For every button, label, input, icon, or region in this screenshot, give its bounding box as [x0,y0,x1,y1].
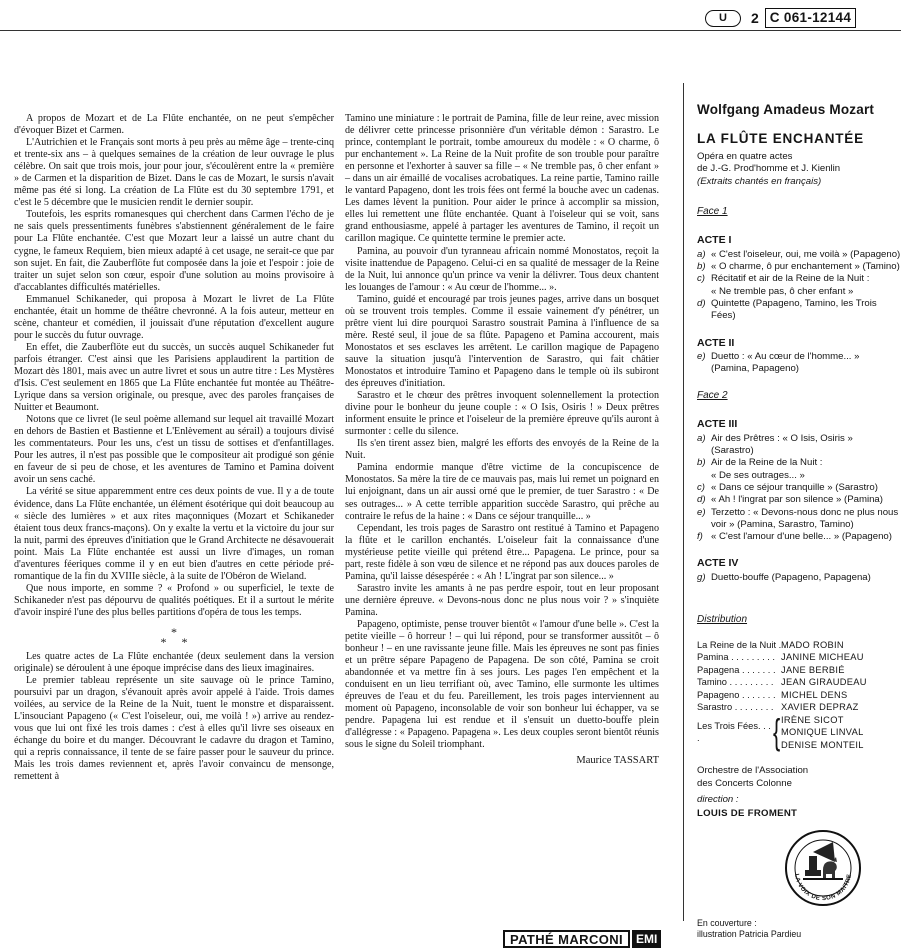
hmv-caption: LA VOIX DE SON MAITRE [793,873,853,903]
paragraph: Sarastro invite les amants à ne pas perdre espoir, tout en leur proposant une dernière épreuve. « Devons-nous donc ne plus nous voir ? » s'inquiète Pamina. [345,582,659,618]
cast-role: Papageno . . . . . . . [697,689,776,700]
track-title: « Dans ce séjour tranquille » (Sarastro) [711,481,878,493]
track-item [697,261,900,273]
track-letter [697,470,711,482]
cast-role: Papagena . . . . . . . [697,664,776,675]
track-item [697,433,897,445]
orchestra-line: Orchestre de l'Association [697,765,809,777]
track-letter [697,363,711,375]
side-number: 2 [751,10,759,26]
track-item [697,507,897,519]
track-letter [697,310,711,322]
cast-singer: MONIQUE LINVAL [781,727,864,738]
track-letter: d) [697,494,706,506]
track-title: « Ah ! l'ingrat par son silence » (Pamina) [711,494,883,506]
trois-fees-singers [781,714,864,752]
paragraph: Que nous importe, en somme ? « Profond » ou superficiel, le texte de Schikaneder n'est pas dépourvu de qualités poétiques. Et il a surtout le mérite d'avoir inspiré l'une des plus belles partitions d'opéra de tous les temps. [14,582,334,618]
column-divider [683,83,684,921]
cover-credit [697,918,801,939]
direction-label: direction : [697,793,739,805]
acte-heading: ACTE IV [697,557,739,570]
paragraph: En effet, die Zauberflöte eut du succès, un succès auquel Schikaneder fut parfois étranger. C'est ainsi que les Parisiens applaudirent la partition de Mozart dès 1801, mais avec un autre livret et sous un autre titre : Les Mystères d'Isis. C'est seulement en 1865 que La Flûte enchantée fut montée au Théâtre-Lyrique dans sa version originale, ou presque, avec des paroles françaises de Nuitter et Beaumont. [14,341,334,414]
paragraph: Toutefois, les esprits romanesques qui cherchent dans Carmen l'écho de je ne sais quels pressentiments funèbres s'abstiennent généralement de le faire pour La Flûte enchantée. C'est que Mozart leur a laissé un autre chant du cygne, le fameux Requiem, bien mieux adapté à cet usage, ne serait-ce que par son sujet. En fait, die Zauberflöte fut composée dans la joie et l'espoir : joie de traiter un sujet selon son cœur, espoir d'une solution au moins provisoire à d'accablantes difficultés matérielles. [14,209,334,293]
orchestra-credit [697,765,897,820]
cover-credit-line: illustration Patricia Pardieu [697,928,802,939]
author-signature: Maurice TASSART [576,755,659,767]
cast-role: Sarastro . . . . . . . . [697,702,774,713]
trois-fees-cast [697,711,897,753]
catalog-header [705,8,856,28]
track-item [697,273,897,285]
acte-heading: ACTE I [697,234,732,247]
track-item [697,531,897,543]
cast-singer: IRÈNE SICOT [781,714,844,725]
track-title: « C'est l'amour d'une belle... » (Papageno) [711,531,892,543]
track-letter: f) [697,531,703,543]
cast-singer: DENISE MONTEIL [781,739,864,750]
pathe-marconi-wordmark: PATHÉ MARCONI [503,930,630,948]
work-title: LA FLÛTE ENCHANTÉE [697,130,864,146]
paragraph: Pamina endormie manque d'être victime de la concupiscence de Monostatos. Sa mère la tire de ce mauvais pas, mais lui remet un poignard en lui enjoignant, dans un air aussi orné que le premier, de tuer Sarastro : « De ses outrages... » A cette terrible apparition succède Sarastro, qui prêche au contraire le refus de la haine : « Dans ce séjour tranquille... » [345,462,659,522]
paragraph: Notons que ce livret (le seul poème allemand sur lequel ait travaillé Mozart en dehors de Bastien et Bastienne et L'Enlèvement au sérail) a toujours divisé les commentateurs. Pour les uns, c'est un tissu de sottises et d'enfantillages. Pour les autres, il n'est pas possible que le compositeur ait prodigué son génie en faveur de si peu de chose, et les aventures de Tamino et Pamina doivent avoir un sens caché. [14,414,334,486]
track-item [697,482,897,494]
track-title: Duetto-bouffe (Papageno, Papagena) [711,571,871,583]
paragraph: A propos de Mozart et de La Flûte enchantée, on ne peut s'empêcher d'évoquer Bizet et Carmen. [14,113,334,137]
composer-name: Wolfgang Amadeus Mozart [697,102,875,117]
his-masters-voice-logo [783,828,863,908]
track-title: Duetto : « Au cœur de l'homme... » [711,351,860,363]
paragraph: Tamino une miniature : le portrait de Pamina, fille de leur reine, avec mission de délivrer cette princesse prisonnière d'un véritable démon : Sarastro. Le prince, contemplant le portrait, tombe amoureux du modèle : « O charme, ô pur enchantement ». La Reine de la Nuit profite de son trouble pour paraître en personne et l'exhorter à sauver sa fille – « Ne tremble pas, ô cher enfant » – dans un air émaillé de vocalises acrobatiques. La reine partie, Tamino raille le vantard Papageno, dont les trois fées ont fermé la bouche avec un cadenas. Les dames lèvent la punition. Pour aider le prince à accomplir sa mission, elles lui remettent une flûte enchantée. Quant à l'oiseleur qui se voit, sans grand enthousiasme, appelé à partager les aventures de Tamino, il reçoit un carillon magique. Ce quintette termine le premier acte. [345,113,659,245]
track-title: voir » (Pamina, Sarastro, Tamino) [711,518,854,530]
tracklist-column [697,102,901,820]
track-letter: d) [697,298,706,310]
track-item [697,445,897,457]
track-letter: b) [697,261,706,273]
track-title: Air de la Reine de la Nuit : [711,457,823,469]
track-item [697,298,897,310]
cast-singer: MADO ROBIN [781,639,844,650]
track-title: (Sarastro) [711,445,754,457]
paragraph: Ils s'en tirent assez bien, malgré les efforts des envoyés de la Reine de la Nuit. [345,438,659,462]
track-letter [697,445,711,457]
cast-role: Pamina . . . . . . . . . [697,652,776,663]
subtitle-line: Opéra en quatre actes [697,151,793,162]
distribution-heading: Distribution [697,614,748,626]
cast-role: Tamino . . . . . . . . . [697,677,774,688]
cast-row [697,639,897,652]
track-title: « C'est l'oiseleur, oui, me voilà » (Papageno) [711,248,901,260]
emi-wordmark: EMI [632,930,661,948]
acte-2-block [697,337,897,376]
liner-notes-middle-column [345,113,659,768]
track-letter: c) [697,273,705,285]
track-letter: g) [697,571,706,583]
header-rule [0,30,901,31]
track-letter: b) [697,457,706,469]
liner-notes-left-column [14,113,334,783]
track-letter: a) [697,432,706,444]
face-1-heading: Face 1 [697,205,728,217]
section-separator-stars: * * * [160,624,188,649]
track-letter [697,519,711,531]
paragraph: L'Autrichien et le Français sont morts à peu près au même âge – trente-cinq et trente-six ans – à quelques semaines de la création de leur ouvrage le plus célèbre. On sait que trois mois, jour pour jour, s'écoulèrent entre la « première » de Carmen et la disparition de Bizet. Dans le cas de Mozart, le sursis n'avait même pas été si long. La création de La Flûte est du 30 septembre 1791, et c'est le 5 décembre que le musicien rendit le dernier soupir. [14,137,334,209]
paragraph: Cependant, les trois pages de Sarastro ont restitué à Tamino et Papageno la flûte et le carillon enchantés. L'oiseleur fait la connaissance d'une mystérieuse petite vieille qui prétend être... Papagena. Le prince, pour sa part, reste fidèle à son vœu de silence et ne répond pas aux douces paroles de Pamina, qu'il laisse désespérée : « Ah ! L'ingrat par son silence... » [345,522,659,582]
face-2-heading: Face 2 [697,389,728,401]
paragraph: La vérité se situe apparemment entre ces deux points de vue. Il y a de toute évidence, dans La Flûte enchantée, un élément ésotérique qui doit beaucoup au « siècle des lumières » et aux rites maçonniques (Mozart et Schikaneder étaient tous deux francs-maçons). On y exalte la vertu et la victoire du jour sur la nuit, parmi des épreuves d'initiation que le Grand Architecte ne désavouerait point. Mais La Flûte enchantée est aussi un livre d'images, un roman d'aventures féeriques comme il y en eut bien d'autres en cette période pré-romantique de la fin du XVIIIe siècle, à la suite de l'Obéron de Wieland. [14,486,334,582]
subtitle-line: de J.-G. Prod'homme et J. Kienlin [697,163,841,175]
track-title: Terzetto : « Devons-nous donc ne plus nous [711,506,899,518]
track-title: Air des Prêtres : « O Isis, Osiris » [711,432,853,444]
acte-1-block [697,234,901,322]
acte-heading: ACTE II [697,336,735,349]
track-item [697,248,901,261]
catalog-number: C 061-12144 [765,8,856,28]
cast-singer: MICHEL DENS [781,689,848,700]
track-title: « O charme, ô pur enchantement » (Tamino) [711,261,900,273]
track-title: Quintette (Papageno, Tamino, les Trois [711,298,877,310]
subtitle-line: (Extraits chantés en français) [697,175,822,187]
paragraph: Le premier tableau représente un site sauvage où le prince Tamino, poursuivi par un dragon, s'évanouit après avoir appelé à l'aide. Trois dames voilées, au service de la Reine de la Nuit, tuent le monstre et disparaissent. L'insouciant Papageno (« C'est l'oiseleur, oui, me voilà ! ») arrive au rendez-vous que lui ont fixé les trois dames : c'est à elles qu'il livre ses oiseaux en échange du boire et du manger. Découvrant le cadavre du dragon et Tamino, qui a repris connaissance, il tente de se faire passer pour le sauveur du prince. Mais les trois dames reviennent et, après l'avoir convaincu de mensonge, remettent à [14,675,334,783]
paragraph: Pamina, au pouvoir d'un tyranneau africain nommé Monostatos, reçoit la visite inattendue de Papageno. Celui-ci en sa qualité de messager de la Reine de la Nuit, lui annonce qu'un prince va venir la délivrer. Tous deux chantent les louanges de l'amour : « Au cœur de l'homme... ». [345,245,659,293]
track-letter: e) [697,506,706,518]
paragraph: Tamino, guidé et encouragé par trois jeunes pages, arrive dans un bosquet où se trouvent trois temples. Comme il essaie vainement d'y pénétrer, un prêtre vient lui dire pourquoi Sarastro soustrait Pamina à l'influence de sa mère. Resté seul, il joue de sa flûte. Papageno et Pamina accourent, mais Monostatos et ses esclaves les arrêtent. Le carillon magique de Papageno sauve la situation jusqu'à l'intervention de Sarastro, qui fait châtier Monostatos et introduire Tamino et Papageno dans le temple où ils subiront des épreuves d'initiation. [345,293,659,390]
paragraph: Les quatre actes de La Flûte enchantée (deux seulement dans la version originale) se déroulent à une époque imprécise dans des lieux imaginaires. [14,650,334,675]
cast-row [697,664,897,677]
track-item [697,351,897,363]
brace-glyph: { [773,711,781,753]
track-letter: e) [697,351,706,363]
acte-4-block [697,557,897,584]
track-title: Récitatif et air de la Reine de la Nuit : [711,273,870,285]
cast-role: La Reine de la Nuit . . [697,639,787,650]
acte-heading: ACTE III [697,418,738,431]
track-item [697,363,897,375]
cast-row [697,689,897,702]
cast-singer: JANE BERBIÉ [781,664,845,675]
track-item [697,310,897,322]
track-title: Fées) [711,310,736,322]
track-item [697,519,897,531]
paragraph: Sarastro et le chœur des prêtres invoquent solennellement la protection divine pour le bonheur du jeune couple : « O Isis, Osiris ! » Deux prêtres informent ensuite le prince et l'oiseleur de la première épreuve qu'ils auront à surmonter : celle du silence. [345,390,659,438]
cast-singer: JEAN GIRAUDEAU [781,677,867,688]
cast-row [697,651,897,664]
hmv-dog-gramophone-icon [783,828,863,908]
track-title: « Ne tremble pas, ô cher enfant » [711,285,854,297]
orchestra-line: des Concerts Colonne [697,777,792,789]
acte-3-block [697,418,897,543]
track-item [697,470,897,482]
track-letter [697,286,711,298]
cast-singer: XAVIER DEPRAZ [781,702,859,713]
cover-credit-line: En couverture : [697,918,757,928]
pathe-marconi-emi-logo [503,930,661,948]
track-item [697,494,897,506]
track-item [697,286,897,298]
conductor-name: LOUIS DE FROMENT [697,808,798,820]
cast-role: Les Trois Fées. . . . [697,720,771,744]
track-title: « De ses outrages... » [711,469,805,481]
cast-singer: JANINE MICHEAU [781,652,864,663]
cast-row [697,701,897,714]
label-u-badge: U [705,10,741,27]
track-letter: a) [697,248,706,260]
track-title: (Pamina, Papageno) [711,363,799,375]
track-item [697,572,897,584]
track-item [697,457,897,469]
track-letter: c) [697,481,705,493]
paragraph: Papageno, optimiste, pense trouver bientôt « l'amour d'une belle ». C'est la petite vieille – ô horreur ! – qui lui répond, pour se transformer aussitôt – ô bonheur ! – en une ravissante jeune fille. Mais les épreuves ne sont pas finies et un prêtre sépare Papageno de Papagena. De son côté, Pamina se croit abandonnée et va mettre fin à ses jours. Les pages l'en empêchent et la conduisent en un lieu terrifiant où, avec Tamino, elle surmonte les ultimes épreuves de l'eau et du feu. Pareillement, les trois pages interviennent au moment où Papageno, inconsolable de voir son bonheur lui échapper, va se pendre. Papagena lui est rendue et il s'ensuit un duetto-bouffe plein d'allégresse : « Papageno. Papagena ». Les deux couples seront bientôt réunis sous le signe du Soleil triomphant. [345,618,659,751]
cast-row [697,676,897,689]
paragraph: Emmanuel Schikaneder, qui proposa à Mozart le livret de La Flûte enchantée, était un homme de théâtre chevronné. A la fois auteur, metteur en scène, chanteur et comédien, il jouissait d'une réputation d'excellent augure pour le succès du futur ouvrage. [14,293,334,341]
